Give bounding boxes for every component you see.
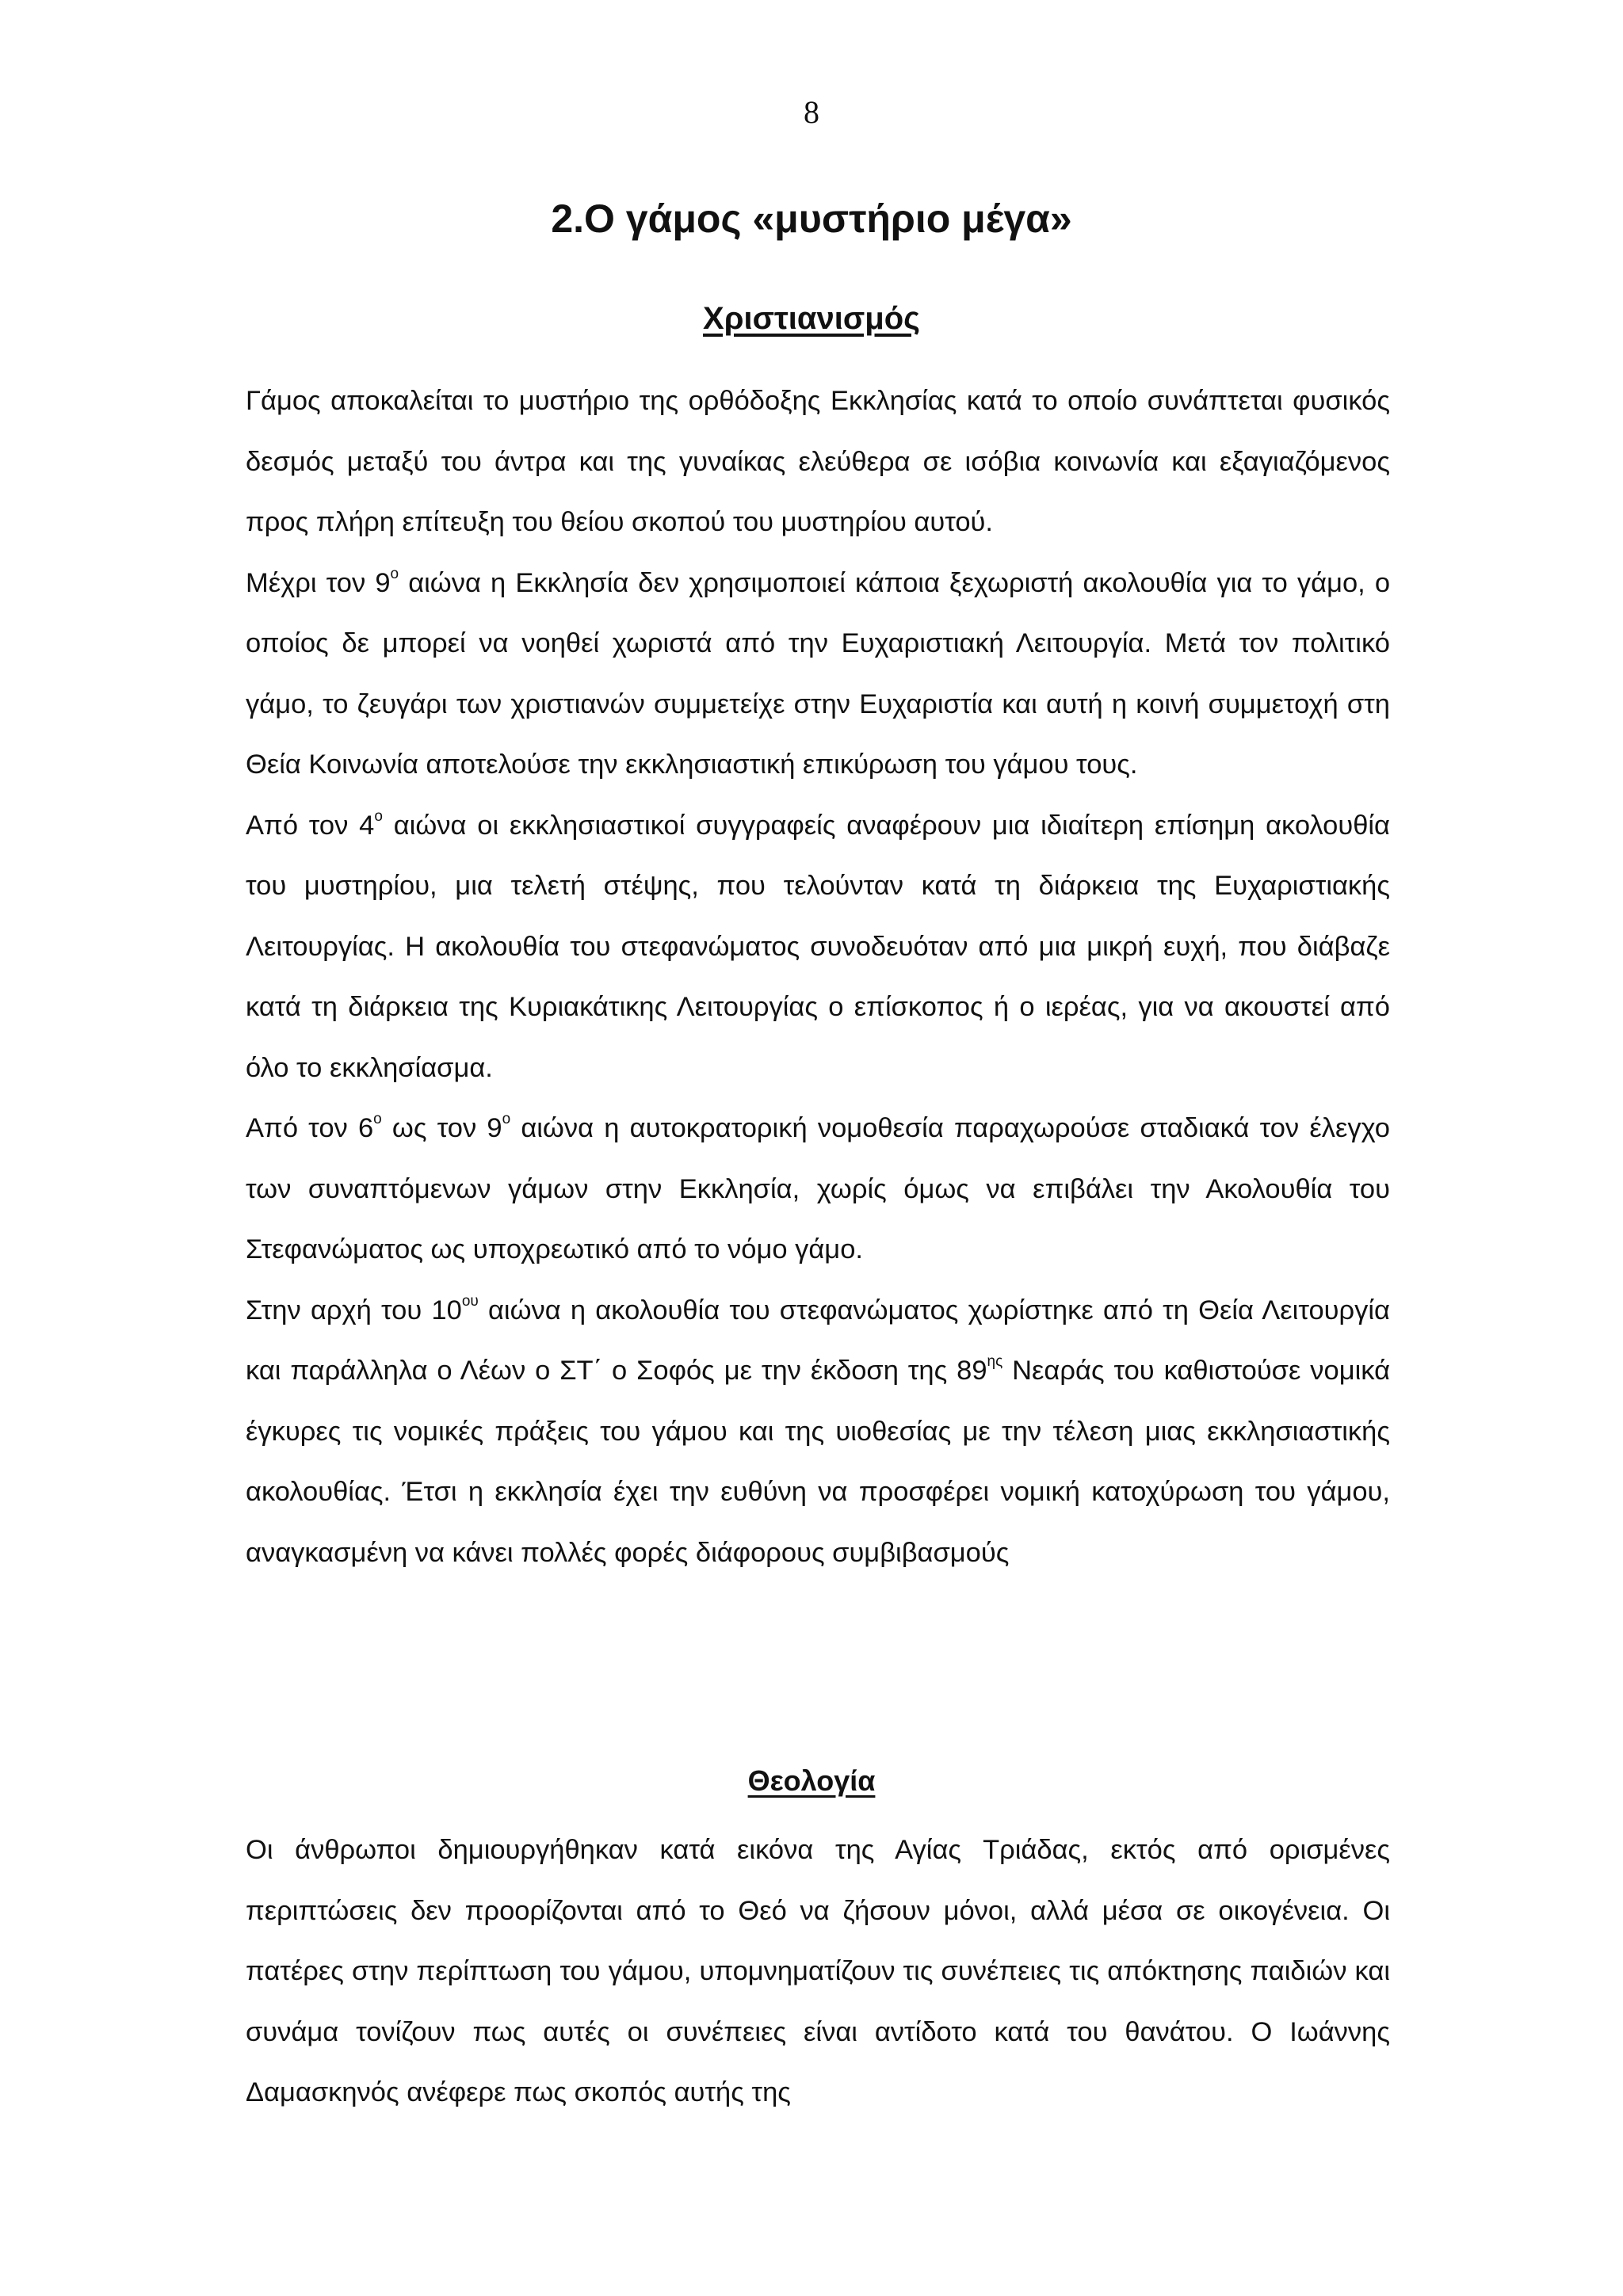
paragraph: Γάμος αποκαλείται το μυστήριο της ορθόδοξης Εκκλησίας κατά το οποίο συνάπτεται φυσικός δεσμός μεταξύ του άντρα και της γυναίκας ελεύθερα σε ισόβια κοινωνία και εξαγιαζόμενος προς πλήρη επίτευξη του θείου σκοπού του μυστηρίου αυτού. (246, 386, 1390, 537)
text-run: αιώνα η αυτοκρατορική νομοθεσία παραχωρούσε σταδιακά τον έλεγχο των συναπτόμενων γάμων στην Εκκλησία, χωρίς όμως να επιβάλει την Ακολουθία του Στεφανώματος ως υποχρεωτικό από το νόμο γάμο. (246, 1113, 1390, 1264)
superscript: ο (502, 1110, 511, 1127)
section-heading-theology: Θεολογία (747, 1764, 876, 1797)
christianity-text (246, 371, 1390, 1583)
superscript: ο (373, 1110, 382, 1127)
text-run: Μέχρι τον 9 (246, 567, 391, 598)
paragraph (246, 553, 1390, 795)
text-run: Από τον 6 (246, 1113, 374, 1143)
text-run: αιώνα η ακολουθία του στεφανώματος χωρίστηκε από τη Θεία Λειτουργία και παράλληλα ο Λέων ο ΣΤ΄ ο Σοφός με την έκδοση της 89 (246, 1295, 1391, 1386)
text-run: Νεαράς του καθιστούσε νομικά έγκυρες τις νομικές πράξεις του γάμου και της υιοθεσίας με την τέλεση μιας εκκλησιαστικής ακολουθίας. Έτσι η εκκλησία έχει την ευθύνη να προσφέρει νομική κατοχύρωση του γάμου, αναγκασμένη να κάνει πολλές φορές διάφορους συμβιβασμούς (246, 1356, 1391, 1568)
text-run: ως τον 9 (381, 1113, 502, 1143)
paragraph (246, 1098, 1390, 1280)
paragraph: Οι άνθρωποι δημιουργήθηκαν κατά εικόνα της Αγίας Τριάδας, εκτός από ορισμένες περιπτώσεις δεν προορίζονται από το Θεό να ζήσουν μόνοι, αλλά μέσα σε οικογένεια. Οι πατέρες στην περίπτωση του γάμου, υπομνηματίζουν τις συνέπειες τις απόκτησης παιδιών και συνάμα τονίζουν πως αυτές οι συνέπειες είναι αντίδοτο κατά του θανάτου. Ο Ιωάννης Δαμασκηνός ανέφερε πως σκοπός αυτής της (246, 1835, 1390, 2107)
superscript: ης (987, 1352, 1003, 1370)
chapter-title: 2.Ο γάμος «μυστήριο μέγα» (551, 196, 1072, 241)
superscript: ο (390, 565, 399, 582)
theology-text (246, 1820, 1390, 2123)
superscript: ο (374, 807, 383, 825)
section-heading-christianity: Χριστιανισμός (703, 301, 920, 336)
text-run: αιώνα η Εκκλησία δεν χρησιμοποιεί κάποια ξεχωριστή ακολουθία για το γάμο, ο οποίος δε μπορεί να νοηθεί χωριστά από την Ευχαριστιακή Λειτουργία. Μετά τον πολιτικό γάμο, το ζευγάρι των χριστιανών συμμετείχε στην Ευχαριστία και αυτή η κοινή συμμετοχή στη Θεία Κοινωνία αποτελούσε την εκκλησιαστική επικύρωση του γάμου τους. (246, 567, 1391, 780)
text-run: Στην αρχή του 10 (246, 1295, 462, 1325)
paragraph (246, 1280, 1390, 1584)
text-run: Από τον 4 (246, 810, 375, 841)
paragraph (246, 795, 1390, 1099)
text-run: αιώνα οι εκκλησιαστικοί συγγραφείς αναφέρουν μια ιδιαίτερη επίσημη ακολουθία του μυστηρίου, μια τελετή στέψης, που τελούνταν κατά τη διάρκεια της Ευχαριστιακής Λειτουργίας. Η ακολουθία του στεφανώματος συνοδευόταν από μια μικρή ευχή, που διάβαζε κατά τη διάρκεια της Κυριακάτικης Λειτουργίας ο επίσκοπος ή ο ιερέας, για να ακουστεί από όλο το εκκλησίασμα. (246, 810, 1390, 1083)
page-number: 8 (804, 94, 819, 130)
superscript: ου (461, 1292, 479, 1310)
